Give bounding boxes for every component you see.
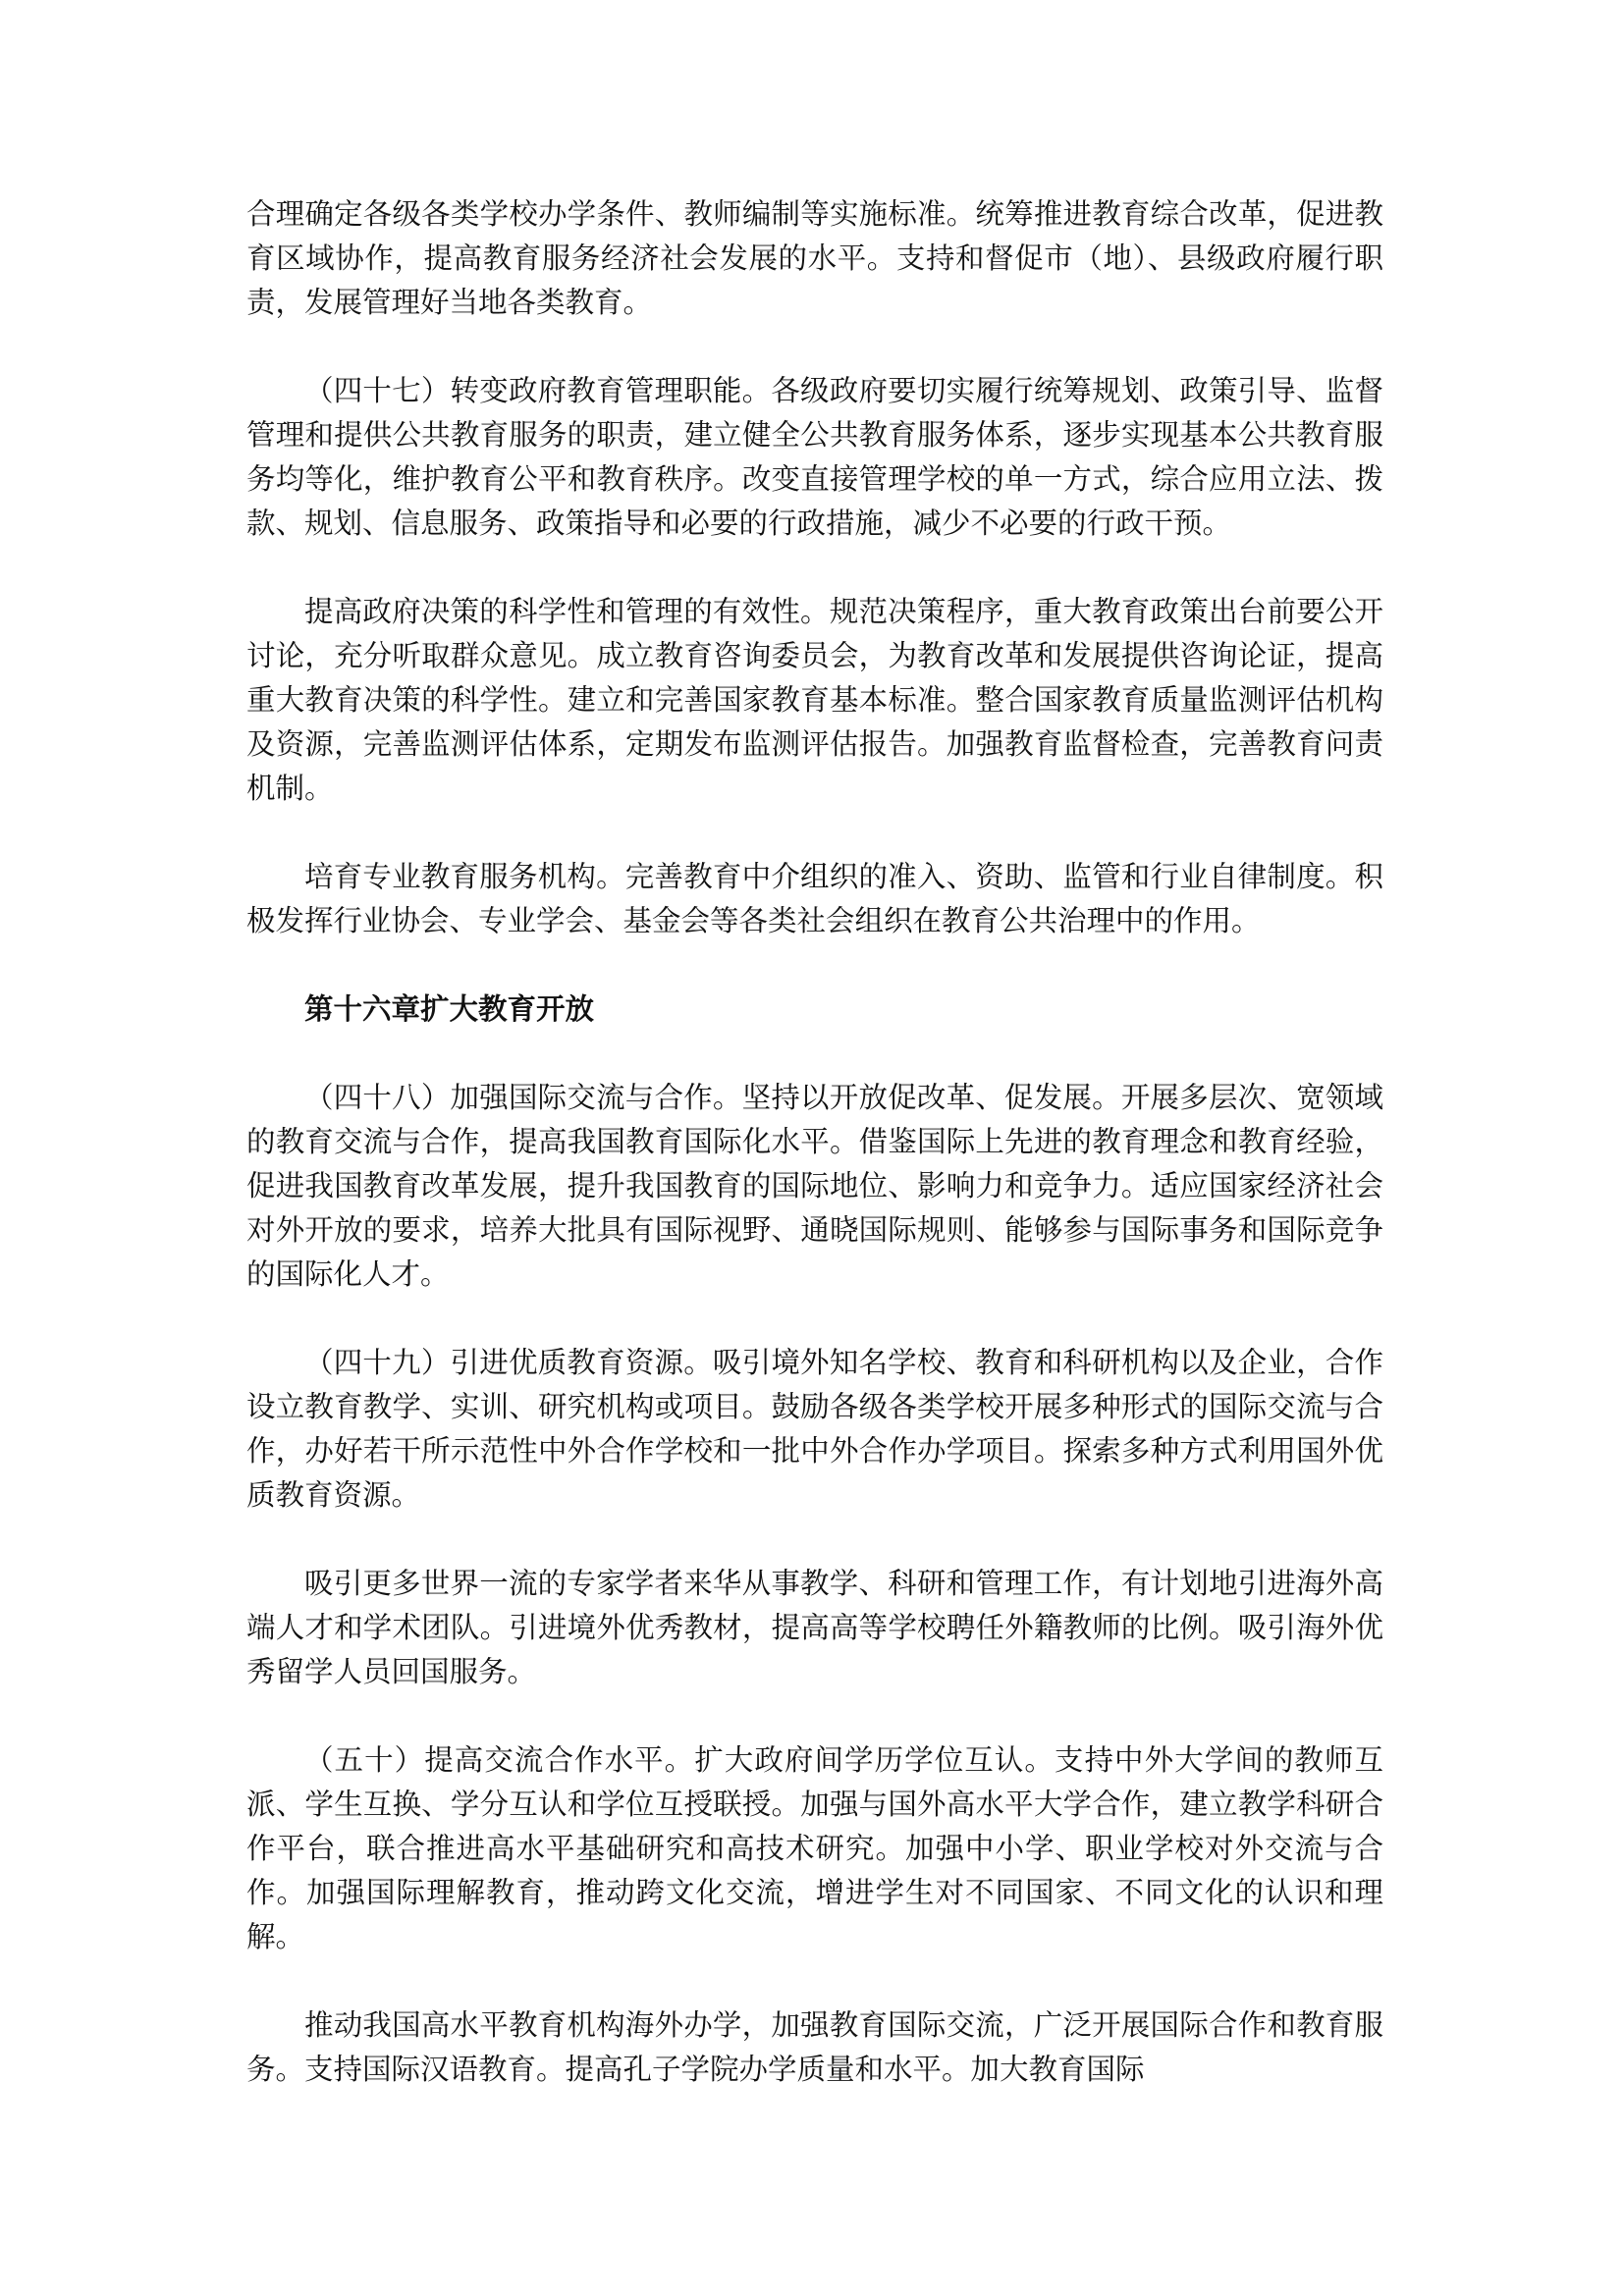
chapter-heading: 第十六章扩大教育开放 <box>304 992 595 1026</box>
paragraph-article-50: （五十）提高交流合作水平。扩大政府间学历学位互认。支持中外大学间的教师互派、学生互换、学分互认和学位互授联授。加强与国外高水平大学合作，建立教学科研合作平台，联合推进高水平基础研究和高技术研究。加强中小学、职业学校对外交流与合作。加强国际理解教育，推动跨文化交流，增进学生对不同国家、不同文化的认识和理解。 <box>246 1743 1383 1953</box>
paragraph-continued-intro: 合理确定各级各类学校办学条件、教师编制等实施标准。统筹推进教育综合改革，促进教育区域协作，提高教育服务经济社会发展的水平。支持和督促市（地）、县级政府履行职责，发展管理好当地各类教育。 <box>246 197 1383 319</box>
paragraph-talent-introduction: 吸引更多世界一流的专家学者来华从事教学、科研和管理工作，有计划地引进海外高端人才和学术团队。引进境外优秀教材，提高高等学校聘任外籍教师的比例。吸引海外优秀留学人员回国服务。 <box>246 1567 1383 1688</box>
paragraph-article-49: （四十九）引进优质教育资源。吸引境外知名学校、教育和科研机构以及企业，合作设立教育教学、实训、研究机构或项目。鼓励各级各类学校开展多种形式的国际交流与合作，办好若干所示范性中外合作学校和一批中外合作办学项目。探索多种方式利用国外优质教育资源。 <box>246 1346 1383 1512</box>
document-body <box>246 192 1383 2136</box>
paragraph-article-47: （四十七）转变政府教育管理职能。各级政府要切实履行统筹规划、政策引导、监督管理和提供公共教育服务的职责，建立健全公共教育服务体系，逐步实现基本公共教育服务均等化，维护教育公平和教育秩序。改变直接管理学校的单一方式，综合应用立法、拨款、规划、信息服务、政策指导和必要的行政措施，减少不必要的行政干预。 <box>246 374 1383 540</box>
paragraph-overseas-education: 推动我国高水平教育机构海外办学，加强教育国际交流，广泛开展国际合作和教育服务。支持国际汉语教育。提高孔子学院办学质量和水平。加大教育国际 <box>246 2008 1383 2086</box>
paragraph-decision-making: 提高政府决策的科学性和管理的有效性。规范决策程序，重大教育政策出台前要公开讨论，充分听取群众意见。成立教育咨询委员会，为教育改革和发展提供咨询论证，提高重大教育决策的科学性。建立和完善国家教育基本标准。整合国家教育质量监测评估机构及资源，完善监测评估体系，定期发布监测评估报告。加强教育监督检查，完善教育问责机制。 <box>246 595 1383 805</box>
paragraph-article-48: （四十八）加强国际交流与合作。坚持以开放促改革、促发展。开展多层次、宽领域的教育交流与合作，提高我国教育国际化水平。借鉴国际上先进的教育理念和教育经验，促进我国教育改革发展，提升我国教育的国际地位、影响力和竞争力。适应国家经济社会对外开放的要求，培养大批具有国际视野、通晓国际规则、能够参与国际事务和国际竞争的国际化人才。 <box>246 1081 1383 1291</box>
paragraph-service-institutions: 培育专业教育服务机构。完善教育中介组织的准入、资助、监管和行业自律制度。积极发挥行业协会、专业学会、基金会等各类社会组织在教育公共治理中的作用。 <box>246 860 1383 937</box>
